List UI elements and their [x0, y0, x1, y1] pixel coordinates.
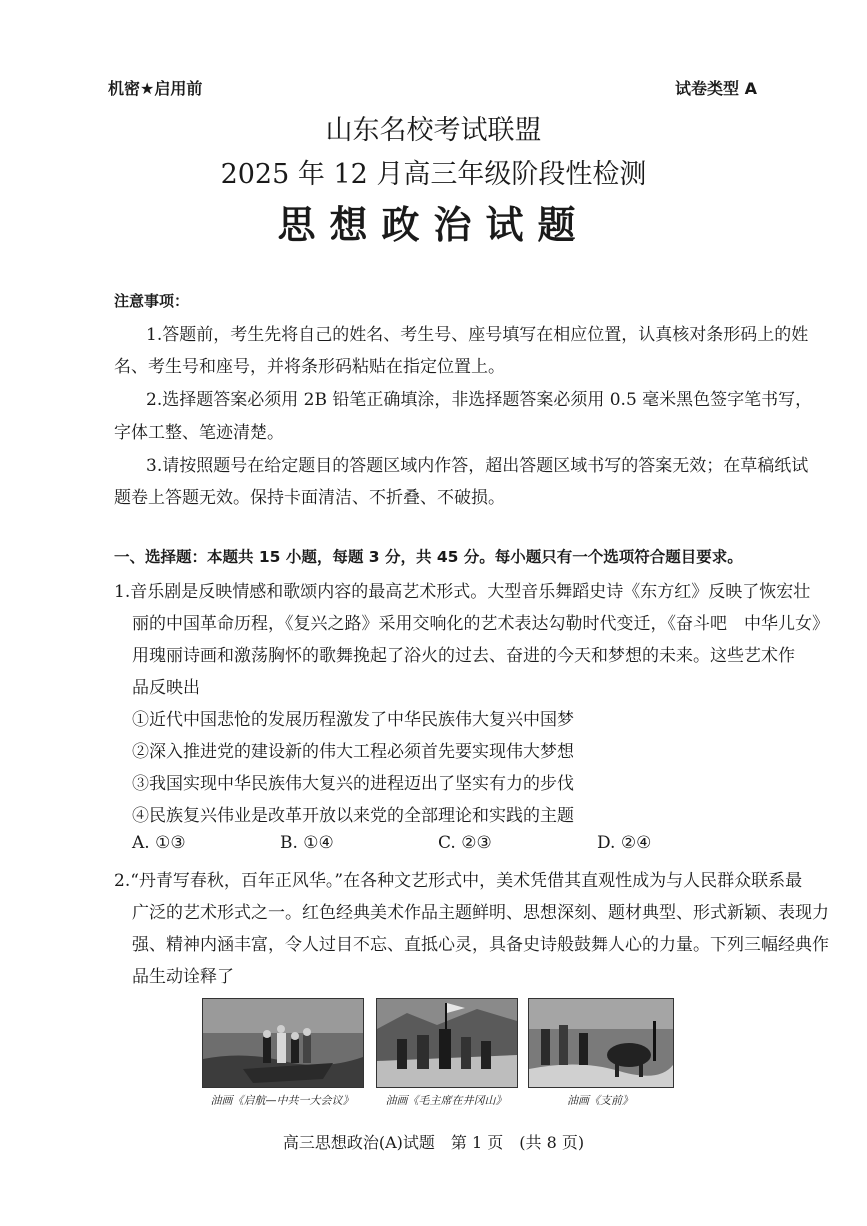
q2-stem-line-1: 2.“丹青写春秋，百年正风华。”在各种文艺形式中，美术凭借其直观性成为与人民群众联系最 [114, 871, 803, 891]
q1-option-a: A. ①③ [132, 833, 186, 853]
painting-3-caption: 油画《支前》 [567, 1094, 633, 1107]
painting-2-caption: 油画《毛主席在井冈山》 [385, 1094, 507, 1107]
notice-item-1-line-2: 名、考生号和座号，并将条形码粘贴在指定位置上。 [114, 357, 505, 377]
q2-stem-line-3: 强、精神内涵丰富，令人过目不忘、直抵心灵，具备史诗般鼓舞人心的力量。下列三幅经典作 [132, 935, 829, 955]
q1-stem-line-4: 品反映出 [132, 678, 200, 698]
q1-statement-1: ①近代中国悲怆的发展历程激发了中华民族伟大复兴中国梦 [132, 710, 574, 730]
q1-stem-line-1: 1.音乐剧是反映情感和歌颂内容的最高艺术形式。大型音乐舞蹈史诗《东方红》反映了恢宏壮 [114, 582, 811, 602]
notice-item-2-line-2: 字体工整、笔迹清楚。 [114, 423, 284, 443]
notice-item-2-line-1: 2.选择题答案必须用 2B 铅笔正确填涂，非选择题答案必须用 0.5 毫米黑色签字笔书写， [146, 390, 813, 410]
painting-mao-jinggangshan-image [376, 998, 518, 1088]
q2-stem-line-2: 广泛的艺术形式之一。红色经典美术作品主题鲜明、思想深刻、题材典型、形式新颖、表现力 [132, 903, 829, 923]
painting-launch-image [202, 998, 364, 1088]
painting-1-caption: 油画《启航—中共一大会议》 [210, 1094, 354, 1107]
page-footer: 高三思想政治(A)试题 第 1 页 (共 8 页) [282, 1133, 585, 1152]
exam-alliance-title: 山东名校考试联盟 [325, 115, 542, 146]
q1-option-d: D. ②④ [597, 833, 652, 853]
painting-support-front-image [528, 998, 674, 1088]
q1-statement-3: ③我国实现中华民族伟大复兴的进程迈出了坚实有力的步伐 [132, 774, 574, 794]
subject-title: 思想政治试题 [277, 203, 590, 247]
q1-stem-line-3: 用瑰丽诗画和激荡胸怀的歌舞挽起了浴火的过去、奋进的今天和梦想的未来。这些艺术作 [132, 646, 795, 666]
confidential-label: 机密★启用前 [108, 79, 203, 98]
q1-option-c: C. ②③ [438, 833, 492, 853]
q1-statement-4: ④民族复兴伟业是改革开放以来党的全部理论和实践的主题 [132, 806, 574, 826]
paper-type-label: 试卷类型 A [675, 79, 757, 98]
section-heading: 一、选择题：本题共 15 小题，每题 3 分，共 45 分。每小题只有一个选项符合题目要求。 [114, 548, 743, 566]
notice-item-3-line-2: 题卷上答题无效。保持卡面清洁、不折叠、不破损。 [114, 488, 505, 508]
notice-item-1-line-1: 1.答题前，考生先将自己的姓名、考生号、座号填写在相应位置，认真核对条形码上的姓 [146, 325, 809, 345]
exam-session-title: 2025 年 12 月高三年级阶段性检测 [220, 159, 647, 190]
q2-stem-line-4: 品生动诠释了 [132, 967, 234, 987]
notice-item-3-line-1: 3.请按照题号在给定题目的答题区域内作答，超出答题区域书写的答案无效；在草稿纸试 [146, 456, 809, 476]
q1-stem-line-2: 丽的中国革命历程，《复兴之路》采用交响化的艺术表达勾勒时代变迁，《奋斗吧 中华儿女》 [132, 614, 829, 634]
notice-heading: 注意事项： [114, 292, 190, 310]
q1-option-b: B. ①④ [280, 833, 334, 853]
q1-statement-2: ②深入推进党的建设新的伟大工程必须首先要实现伟大梦想 [132, 742, 574, 762]
